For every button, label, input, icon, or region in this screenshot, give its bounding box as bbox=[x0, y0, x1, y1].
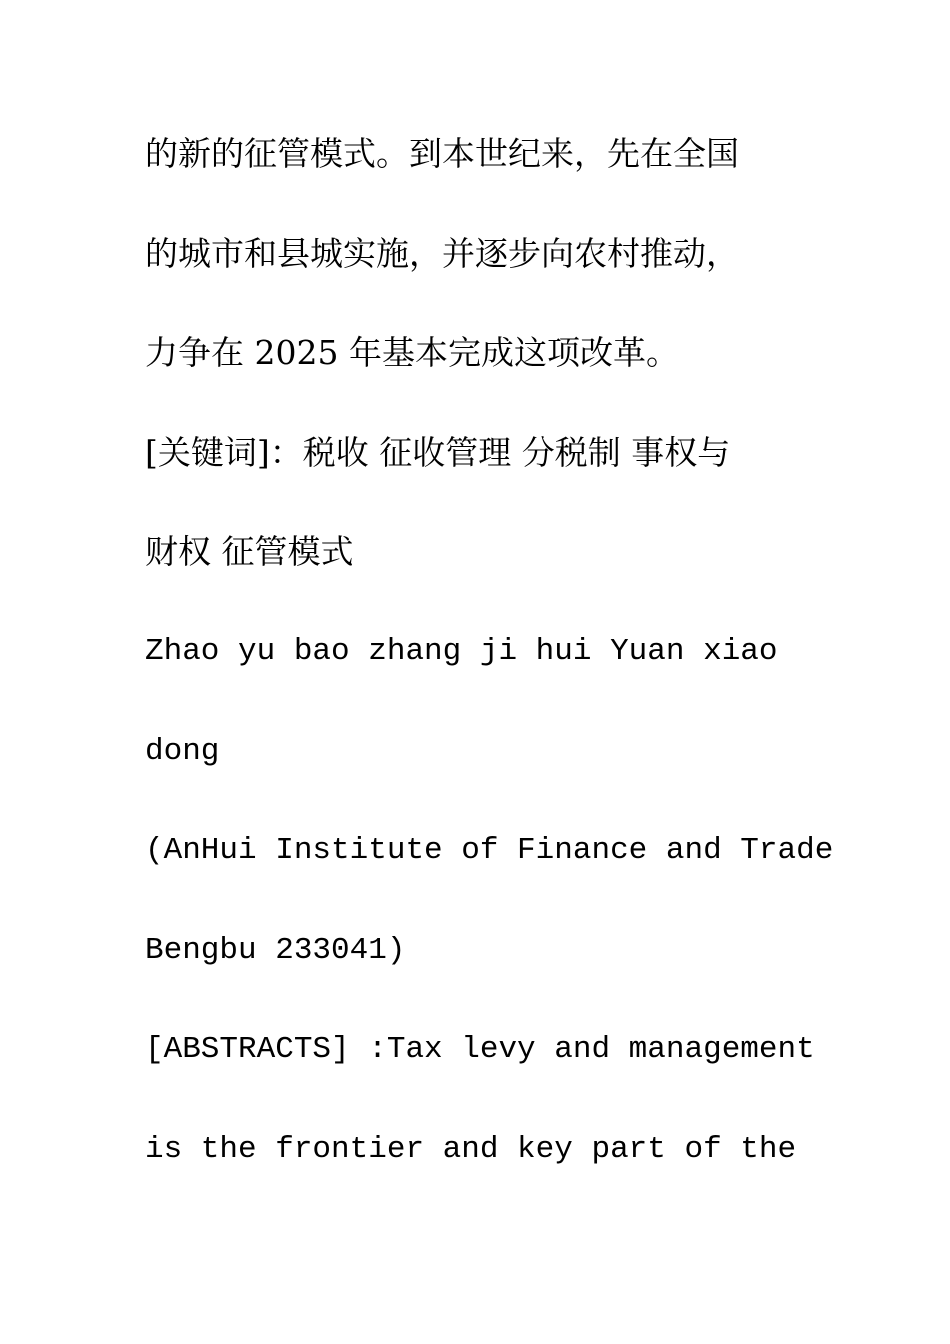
keywords-line: [关键词]：税收 征收管理 分税制 事权与 bbox=[145, 432, 731, 472]
text-line-2: 的城市和县城实施，并逐步向农村推动， bbox=[145, 233, 739, 273]
abstract-line-continued: is the frontier and key part of the bbox=[145, 1131, 797, 1167]
author-line-continued: dong bbox=[145, 733, 220, 769]
text-line-1: 的新的征管模式。到本世纪来，先在全国 bbox=[145, 134, 739, 173]
affiliation-line: (AnHui Institute of Finance and Trade bbox=[145, 833, 834, 869]
abstract-line: [ABSTRACTS] :Tax levy and management bbox=[145, 1032, 815, 1068]
text-line-3: 力争在 2025 年基本完成这项改革。 bbox=[145, 333, 679, 373]
author-line: Zhao yu bao zhang ji hui Yuan xiao bbox=[145, 633, 778, 669]
affiliation-line-continued: Bengbu 233041) bbox=[145, 932, 406, 968]
document-page bbox=[145, 124, 834, 1220]
keywords-line-continued: 财权 征管模式 bbox=[145, 532, 354, 572]
